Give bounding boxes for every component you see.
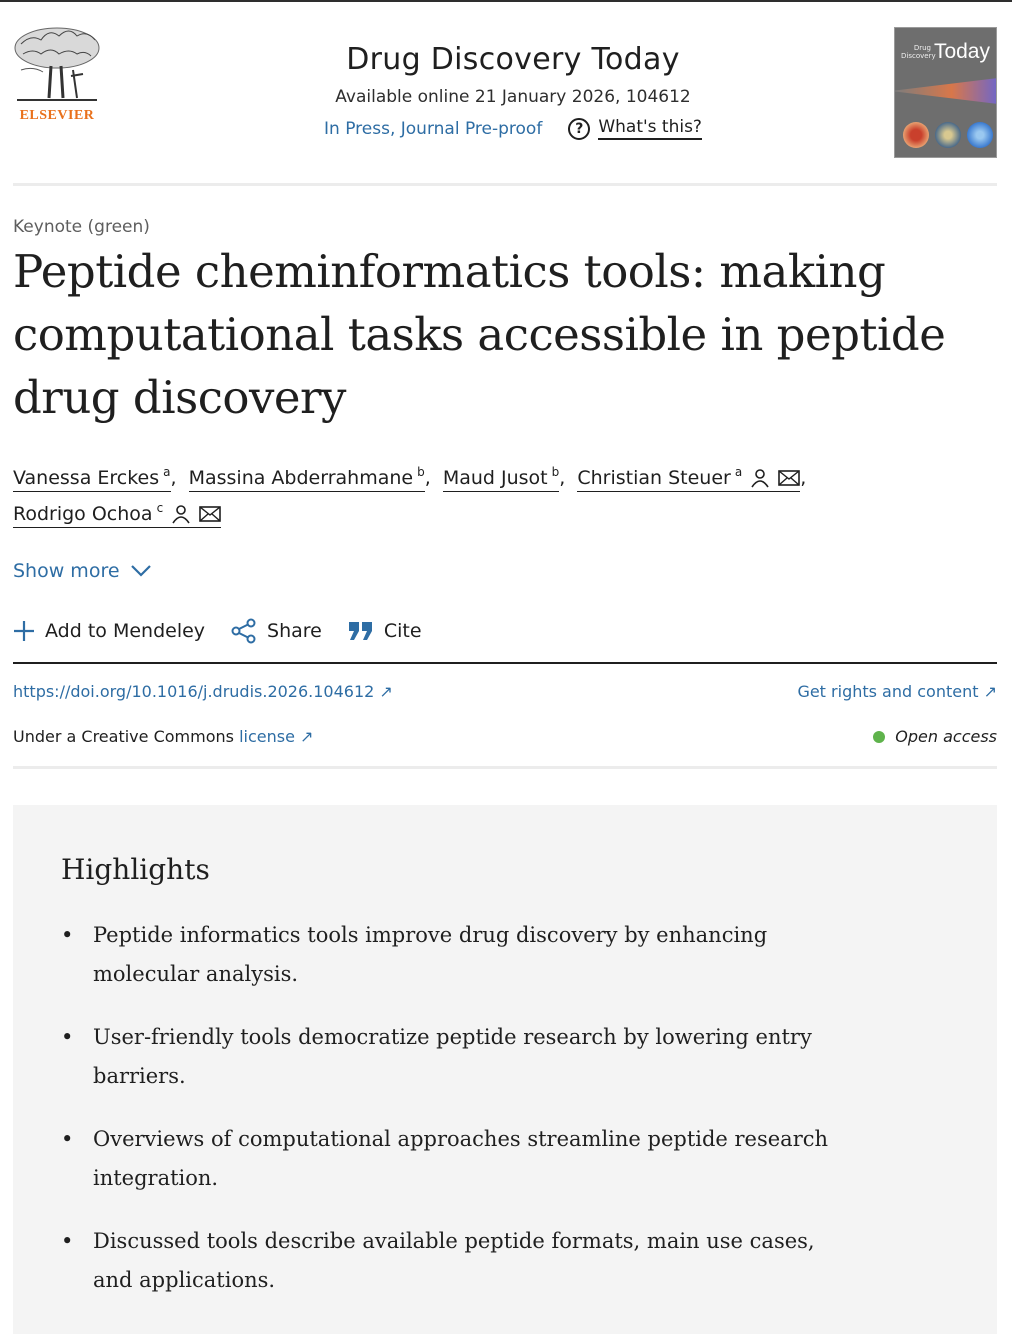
license-link[interactable] [239, 727, 313, 746]
header-divider [13, 183, 997, 186]
journal-info [213, 42, 813, 140]
open-access-label: Open access [895, 727, 997, 746]
author-link[interactable] [189, 466, 425, 492]
show-more-button[interactable] [13, 560, 152, 582]
highlight-item [61, 1018, 841, 1096]
external-link-icon: ↗ [300, 727, 314, 746]
author-name: Vanessa Erckes [13, 467, 160, 489]
separator: , [800, 467, 807, 489]
highlight-text: Discussed tools describe available peptide formats, main use cases, and applications. [93, 1229, 815, 1292]
highlights-list [61, 916, 841, 1300]
license-link-text: license [239, 727, 295, 746]
whats-this-button[interactable] [568, 117, 702, 140]
open-access-dot-icon [873, 731, 885, 743]
cover-title: Today [933, 40, 990, 63]
highlight-text: Peptide informatics tools improve drug discovery by enhancing molecular analysis. [93, 923, 768, 986]
bullet-icon: • [61, 923, 74, 947]
actions-divider [13, 662, 997, 664]
author-link[interactable] [13, 466, 171, 492]
cite-label: Cite [383, 620, 422, 642]
highlight-item [61, 1120, 841, 1198]
doi-text: https://doi.org/10.1016/j.drudis.2026.104612 [13, 682, 375, 701]
metadata-divider [13, 766, 997, 769]
publisher-name: ELSEVIER [19, 108, 95, 123]
author-name: Maud Jusot [442, 467, 548, 489]
affiliation-marker: a [734, 465, 743, 479]
share-label: Share [267, 620, 322, 642]
highlight-text: User-friendly tools democratize peptide research by lowering entry barriers. [93, 1025, 812, 1088]
author-link[interactable] [443, 466, 559, 492]
cover-image-3 [967, 122, 993, 148]
author-name: Massina Abderrahmane [188, 467, 414, 489]
available-online: Available online 21 January 2026, 104612 [335, 87, 691, 107]
mendeley-label: Add to Mendeley [45, 620, 206, 642]
highlights-title: Highlights [61, 853, 210, 886]
article-actions [13, 618, 422, 644]
whats-this-label: What's this? [598, 117, 702, 140]
author-name: Rodrigo Ochoa [13, 503, 153, 525]
external-link-icon: ↗ [379, 682, 393, 701]
plus-icon [13, 620, 35, 642]
chevron-down-icon [130, 564, 152, 578]
license-prefix: Under a Creative Commons [13, 727, 240, 746]
email-icon [778, 469, 800, 487]
separator: , [424, 467, 431, 489]
author-name: Christian Steuer [577, 467, 731, 489]
article-title: Peptide cheminformatics tools: making computational tasks accessible in peptide drug discovery [13, 245, 946, 424]
rights-text: Get rights and content [797, 682, 979, 701]
license-info [13, 727, 313, 746]
cover-small-text: Drug Discovery [901, 44, 936, 60]
affiliation-marker: b [417, 465, 425, 479]
author-link[interactable] [577, 466, 800, 492]
show-more-label: Show more [13, 560, 120, 582]
elsevier-tree-icon [13, 26, 101, 104]
open-access-badge [873, 727, 997, 746]
get-rights-link[interactable] [797, 682, 997, 701]
article-type: Keynote (green) [13, 217, 150, 237]
cite-button[interactable] [348, 620, 422, 642]
author-link[interactable] [13, 502, 221, 528]
add-to-mendeley-button[interactable] [13, 620, 205, 642]
journal-title[interactable]: Drug Discovery Today [346, 42, 680, 77]
affiliation-marker: b [551, 465, 560, 479]
separator: , [559, 467, 566, 489]
question-icon: ? [568, 118, 590, 140]
highlight-item [61, 1222, 841, 1300]
share-icon [231, 618, 257, 644]
highlight-text: Overviews of computational approaches streamline peptide research integration. [93, 1127, 829, 1190]
cover-beam-graphic [895, 78, 997, 104]
elsevier-logo[interactable] [13, 26, 101, 126]
author-list [13, 460, 913, 532]
doi-link[interactable] [13, 682, 393, 701]
bullet-icon: • [61, 1229, 74, 1253]
bullet-icon: • [61, 1127, 74, 1151]
top-border [0, 0, 1012, 2]
in-press-status: In Press, Journal Pre-proof [324, 118, 543, 139]
highlight-item [61, 916, 841, 994]
bullet-icon: • [61, 1025, 74, 1049]
affiliation-marker: c [156, 501, 164, 515]
email-icon [199, 505, 221, 523]
separator: , [170, 467, 177, 489]
affiliation-marker: a [163, 465, 171, 479]
article-header [13, 26, 997, 160]
quote-icon [348, 620, 374, 642]
person-icon [171, 504, 191, 524]
highlights-section [13, 805, 997, 1334]
person-icon [750, 468, 770, 488]
cover-image-1 [903, 122, 929, 148]
share-button[interactable] [231, 618, 322, 644]
cover-image-2 [935, 122, 961, 148]
journal-cover[interactable] [894, 27, 997, 158]
external-link-icon: ↗ [983, 682, 997, 701]
